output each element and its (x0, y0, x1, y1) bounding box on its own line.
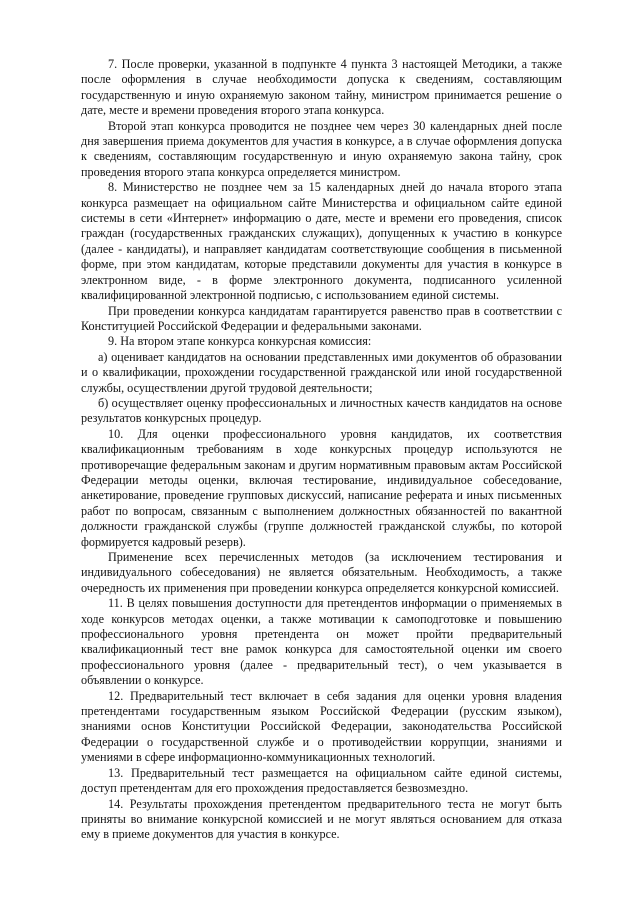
paragraph-9b: б) осуществляет оценку профессиональных и личностных качеств кандидатов на основе результатов конкурсных процедур. (81, 395, 562, 426)
paragraph-9: 9. На втором этапе конкурса конкурсная комиссия: (108, 334, 372, 349)
paragraph-7: 7. После проверки, указанной в подпункте 4 пункта 3 настоящей Методики, а также после оформления в случае необходимости допуска к сведениям, составляющим государственную и иную охраняемую законом тайну, министром принимается решение о дате, месте и времени проведения второго этапа конкурса. (81, 57, 562, 118)
paragraph-13: 13. Предварительный тест размещается на официальном сайте единой системы, доступ претендентам для его прохождения предоставляется безвозмездно. (81, 765, 562, 796)
paragraph-12: 12. Предварительный тест включает в себя задания для оценки уровня владения претендентами государственным языком Российской Федерации (русским языком), знаниями основ Конституции Российской Федерации, законодательства Российской Федерации о государственной службе и о противодействии коррупции, знаниями и умениями в сфере информационно-коммуникационных технологий. (81, 688, 562, 765)
paragraph-equal-rights: При проведении конкурса кандидатам гарантируется равенство прав в соответствии с Конституцией Российской Федерации и федеральными законами. (81, 303, 562, 333)
paragraph-second-stage-timing: Второй этап конкурса проводится не позднее чем через 30 календарных дней после дня завершения приема документов для участия в конкурсе, а в случае оформления допуска к сведениям, составляющим государственную и иную охраняемую закона тайну, срок проведения второго этапа конкурса определяется министром. (81, 118, 562, 179)
paragraph-11: 11. В целях повышения доступности для претендентов информации о применяемых в ходе конкурсов методах оценки, а также мотивации к самоподготовке и повышению профессионального уровня претендента он может пройти предварительный квалификационный тест вне рамок конкурса для самостоятельной оценки им своего профессионального уровня (далее - предварительный тест), о чем указывается в объявлении о конкурсе. (81, 596, 562, 688)
paragraph-methods-usage: Применение всех перечисленных методов (за исключением тестирования и индивидуального собеседования) не является обязательным. Необходимость, а также очередность их применения при проведении конкурса определяется конкурсной комиссией. (81, 550, 562, 595)
paragraph-10: 10. Для оценки профессионального уровня кандидатов, их соответствия квалификационным требованиям в ходе конкурсных процедур используются не противоречащие федеральным законам и другим нормативным правовым актам Российской Федерации методы оценки, включая тестирование, индивидуальное собеседование, анкетирование, проведение групповых дискуссий, написание реферата и иных письменных работ по вопросам, связанным с выполнением должностных обязанностей по вакантной должности гражданской службы (группе должностей гражданской службы, по которой формируется кадровый резерв). (81, 426, 562, 549)
paragraph-8: 8. Министерство не позднее чем за 15 календарных дней до начала второго этапа конкурса размещает на официальном сайте Министерства и официальном сайте единой системы в сети «Интернет» информацию о дате, месте и времени его проведения, список граждан (государственных гражданских служащих), допущенных к участию в конкурсе (далее - кандидаты), и направляет кандидатам соответствующие сообщения в письменной форме, при этом кандидатам, которые представили документы для участия в конкурсе в электронном виде, - в форме электронного документа, подписанного усиленной квалифицированной электронной подписью, с использованием единой системы. (81, 180, 562, 303)
paragraph-14: 14. Результаты прохождения претендентом предварительного теста не могут быть приняты во внимание конкурсной комиссией и не могут являться основанием для отказа ему в приеме документов для участия в конкурсе. (81, 796, 562, 842)
paragraph-9a: а) оценивает кандидатов на основании представленных ими документов об образовании и о квалификации, прохождении государственной гражданской или иной государственной службы, осуществлении другой трудовой деятельности; (81, 349, 562, 395)
